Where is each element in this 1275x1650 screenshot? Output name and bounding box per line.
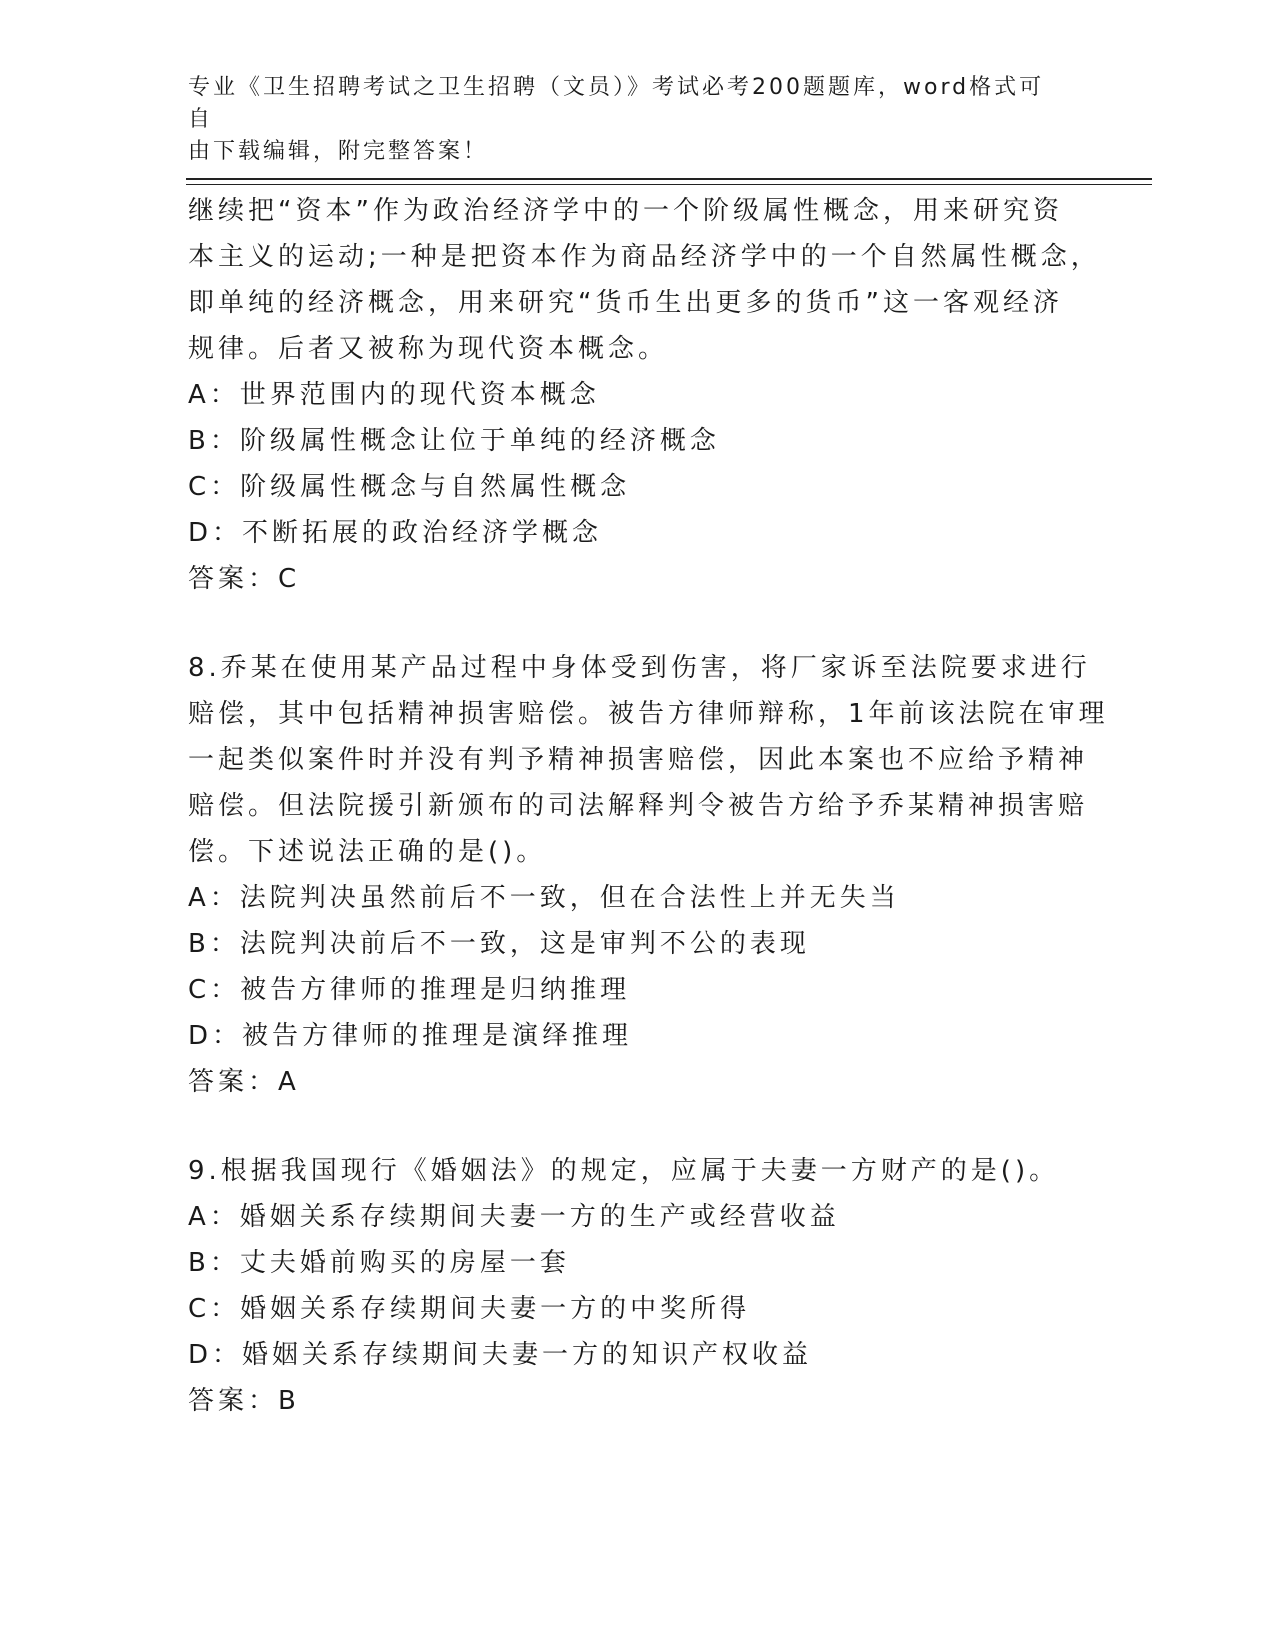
option-a: A：世界范围内的现代资本概念 <box>188 380 600 410</box>
question-text-line: 即单纯的经济概念，用来研究“货币生出更多的货币”这一客观经济 <box>188 288 1063 318</box>
option-c: C：婚姻关系存续期间夫妻一方的中奖所得 <box>188 1294 751 1324</box>
option-a: A：婚姻关系存续期间夫妻一方的生产或经营收益 <box>188 1202 840 1232</box>
question-7 <box>188 188 1101 602</box>
option-b: B：丈夫婚前购买的房屋一套 <box>188 1248 570 1278</box>
spacer <box>188 602 1088 645</box>
option-c: C：被告方律师的推理是归纳推理 <box>188 975 631 1005</box>
question-text-line: 8.乔某在使用某产品过程中身体受到伤害，将厂家诉至法院要求进行 <box>188 653 1091 683</box>
question-text-line: 继续把“资本”作为政治经济学中的一个阶级属性概念，用来研究资 <box>188 196 1063 226</box>
option-b: B：法院判决前后不一致，这是审判不公的表现 <box>188 929 810 959</box>
page-header <box>188 72 1068 168</box>
answer: 答案：A <box>188 1067 300 1097</box>
option-d: D：不断拓展的政治经济学概念 <box>188 518 603 548</box>
header-divider <box>186 178 1152 185</box>
option-b: B：阶级属性概念让位于单纯的经济概念 <box>188 426 720 456</box>
question-text-line: 一起类似案件时并没有判予精神损害赔偿，因此本案也不应给予精神 <box>188 745 1089 775</box>
document-body <box>188 188 1109 1424</box>
question-text-line: 9.根据我国现行《婚姻法》的规定，应属于夫妻一方财产的是()。 <box>188 1156 1060 1186</box>
spacer <box>188 1105 1088 1148</box>
question-8 <box>188 645 1109 1105</box>
header-line-2: 由下载编辑，附完整答案！ <box>188 139 489 164</box>
option-d: D：婚姻关系存续期间夫妻一方的知识产权收益 <box>188 1340 813 1370</box>
answer: 答案：B <box>188 1386 300 1416</box>
question-text-line: 本主义的运动;一种是把资本作为商品经济学中的一个自然属性概念， <box>188 242 1101 272</box>
question-9 <box>188 1148 1088 1424</box>
question-text-line: 赔偿，其中包括精神损害赔偿。被告方律师辩称，1年前该法院在审理 <box>188 699 1109 729</box>
question-text-line: 赔偿。但法院援引新颁布的司法解释判令被告方给予乔某精神损害赔 <box>188 791 1089 821</box>
question-text-line: 偿。下述说法正确的是()。 <box>188 837 547 867</box>
answer: 答案：C <box>188 564 301 594</box>
header-line-1: 专业《卫生招聘考试之卫生招聘（文员）》考试必考200题题库，word格式可自 <box>188 75 1045 132</box>
option-d: D：被告方律师的推理是演绎推理 <box>188 1021 633 1051</box>
option-a: A：法院判决虽然前后不一致，但在合法性上并无失当 <box>188 883 900 913</box>
question-text-line: 规律。后者又被称为现代资本概念。 <box>188 334 669 364</box>
option-c: C：阶级属性概念与自然属性概念 <box>188 472 631 502</box>
